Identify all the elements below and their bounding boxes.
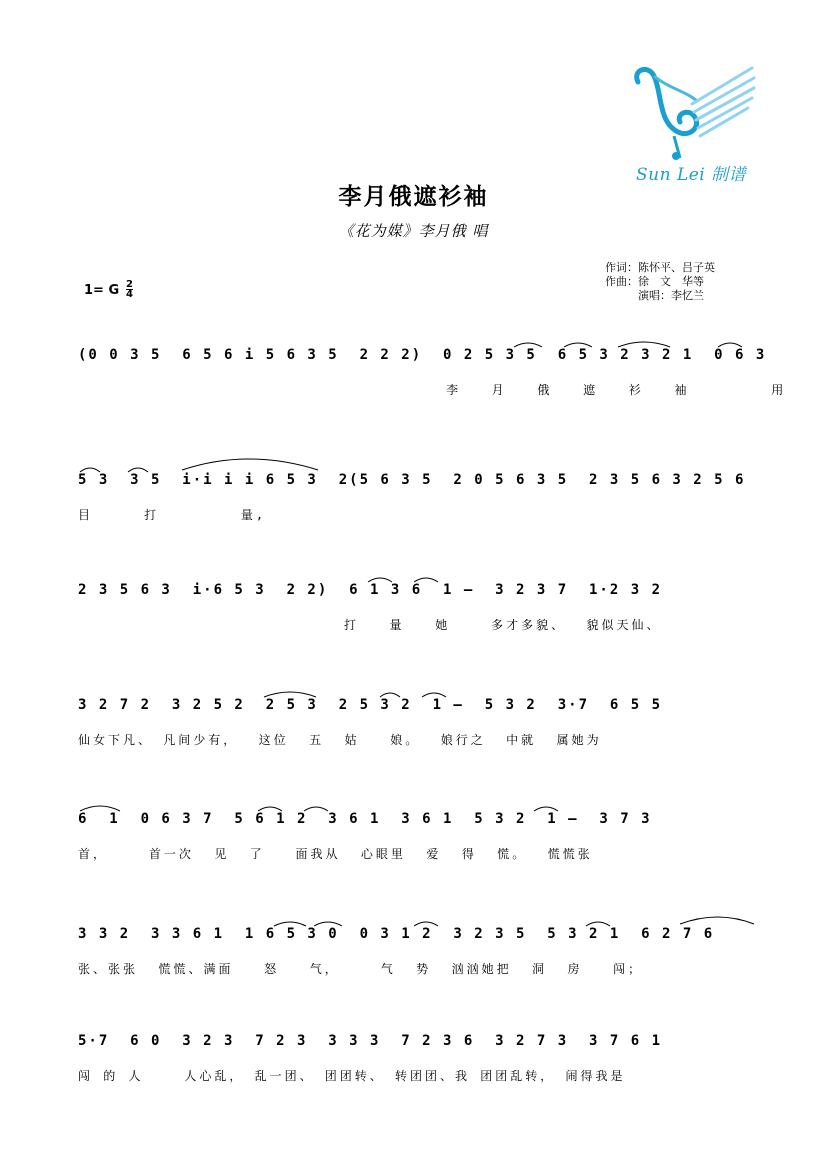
time-signature-top: 2 [126,279,133,290]
credit-composer: 作曲：徐 文 华等 [605,275,704,288]
score-row-4 [78,697,758,787]
lyric-line: 张、张张 慌慌、满面 怒 气， 气 势 汹汹她把 洞 房 闯； [78,962,644,976]
credits-block [605,261,715,303]
score-row-1 [78,347,787,437]
notation-line: (0 0 3 5 6 5 6 i 5 6 3 5 2 2 2) 0 2 5 3 5 6 5 3 2 3 2 1 0 6 3 [78,347,767,363]
song-subtitle: 《花为媒》李月俄 唱 [338,222,489,240]
swan-clef-icon [628,62,764,162]
notation-line: 3 3 2 3 3 6 1 1 6 5 3 0 0 3 1 2 3 2 3 5 5 3 2 1 6 2 7 6 [78,926,715,942]
notation-line: 3 2 7 2 3 2 5 2 2 5 3 2 5 3 2 1 — 5 3 2 3·7 6 5 5 [78,697,663,713]
credit-singer: 演唱：李忆兰 [605,289,704,302]
song-title: 李月俄遮衫袖 [338,184,489,210]
lyric-line: 目 打 量, [78,508,267,522]
score-row-6 [78,926,758,1016]
key-signature: 1= G [84,283,120,298]
logo-brand-text: Sun Lei 制谱 [636,165,747,185]
time-signature [126,280,133,299]
score-row-5 [78,811,758,901]
score-row-3 [78,582,758,672]
time-signature-bottom: 4 [126,289,133,300]
notation-line: 2 3 5 6 3 i·6 5 3 2 2) 6 1 3 6 1 — 3 2 3 7 1·2 3 2 [78,582,663,598]
lyric-line: 闯 的 人 人心乱， 乱一团、 团团转、 转团团、我 团团乱转， 闹得我是 [78,1069,626,1083]
credit-lyricist: 作词：陈怀平、吕子英 [605,261,715,274]
notation-line: 6 1 0 6 3 7 5 6 1 2 3 6 1 3 6 1 5 3 2 1 — 3 7 3 [78,811,652,827]
lyric-line: 李 月 俄 遮 衫 袖 用 [78,383,787,397]
notation-line: 5 3 3 5 i·i i i 6 5 3 2(5 6 3 5 2 0 5 6 3 5 2 3 5 6 3 2 5 6 [78,472,746,488]
score-row-2 [78,472,758,562]
lyric-line: 打 量 她 多才多貌、 貌似天仙、 [78,618,662,632]
score-row-7 [78,1033,758,1123]
notation-line: 5·7 6 0 3 2 3 7 2 3 3 3 3 7 2 3 6 3 2 7 3 3 7 6 1 [78,1033,663,1049]
lyric-line: 仙女下凡、 凡间少有， 这位 五 姑 娘。 娘行之 中就 属她为 [78,733,602,747]
lyric-line: 首， 首一次 见 了 面我从 心眼里 爱 得 慌。 慌慌张 [78,847,593,861]
sunlei-logo [628,62,764,188]
